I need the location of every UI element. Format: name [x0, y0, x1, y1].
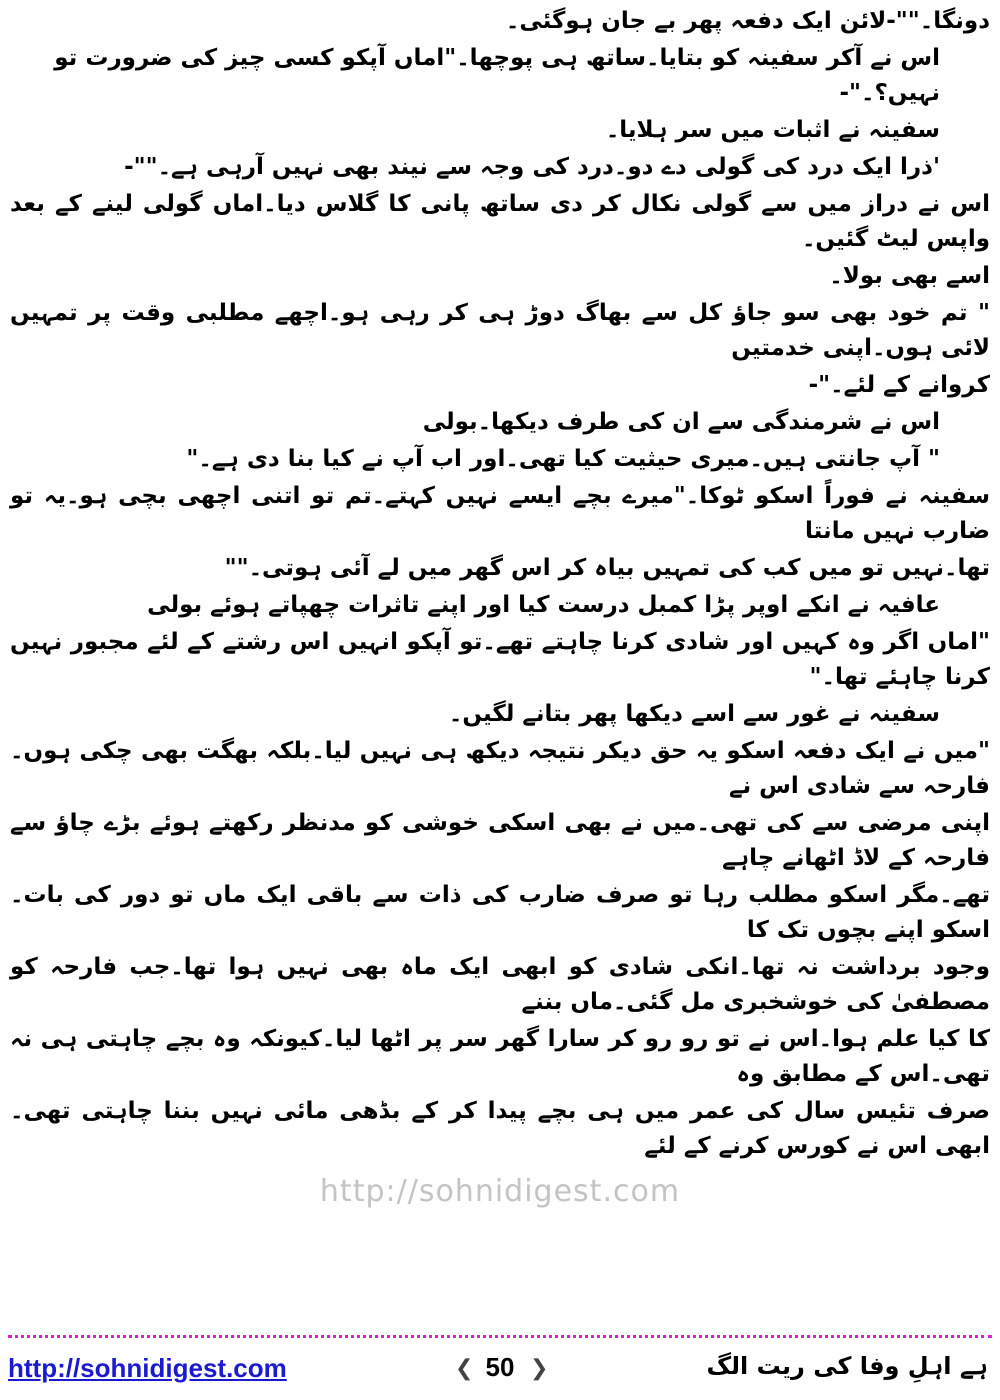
text-line: اس نے آکر سفینہ کو بتایا۔ساتھ ہی پوچھا۔"اماں آپکو کسی چیز کی ضرورت تو نہیں؟۔"- [54, 45, 940, 106]
text-line: تھا۔نہیں تو میں کب کی تمہیں بیاہ کر اس گھر میں لے آئی ہوتی۔"" [224, 555, 990, 581]
text-line: اس نے شرمندگی سے ان کی طرف دیکھا۔بولی [422, 409, 940, 435]
footer-website-link[interactable]: http://sohnidigest.com [8, 1353, 287, 1383]
text-line: "میں نے ایک دفعہ اسکو یہ حق دیکر نتیجہ دیکھ ہی نہیں لیا۔بلکہ بھگت بھی چکی ہوں۔فارحہ سے شادی اس نے [10, 738, 990, 799]
ornament-right-icon: ❯ [530, 1356, 549, 1381]
text-line: کا کیا علم ہوا۔اس نے تو رو رو کر سارا گھر سر پر اٹھا لیا۔کیونکہ وہ بچے چاہتی ہی نہ تھی۔اس کے مطابق وہ [10, 1026, 990, 1087]
text-line: 'ذرا ایک درد کی گولی دے دو۔درد کی وجہ سے نیند بھی نہیں آرہی ہے۔""- [124, 154, 940, 180]
text-line: عافیہ نے انکے اوپر پڑا کمبل درست کیا اور اپنے تاثرات چھپاتے ہوئے بولی [147, 592, 940, 618]
page-body [10, 4, 990, 1212]
text-line: "اماں اگر وہ کہیں اور شادی کرنا چاہتے تھے۔تو آپکو انہیں اس رشتے کے لئے مجبور نہیں کرنا چاہئے تھا۔" [10, 629, 990, 690]
text-line: صرف تئیس سال کی عمر میں ہی بچے پیدا کر کے بڈھی مائی نہیں بننا چاہتی تھی۔ابھی اس نے کورس کرنے کے لئے [10, 1098, 990, 1159]
footer-title: ہے اہلِ وفا کی ریت الگ [706, 1352, 988, 1380]
text-line: کروانے کے لئے۔"- [808, 372, 990, 398]
text-line: دونگا۔""-لائن ایک دفعہ پھر بے جان ہوگئی۔ [505, 8, 990, 34]
text-line: تھے۔مگر اسکو مطلب رہا تو صرف ضارب کی ذات سے باقی ایک ماں تو دور کی بات۔اسکو اپنے بچوں تک کا [10, 882, 990, 943]
text-line: " آپ جانتی ہیں۔میری حیثیت کیا تھی۔اور اب آپ نے کیا بنا دی ہے۔" [186, 446, 940, 472]
text-line: سفینہ نے فوراً اسکو ٹوکا۔"میرے بچے ایسے نہیں کہتے۔تم تو اتنی اچھی بچی ہو۔یہ تو ضارب نہیں مانتا [10, 483, 990, 544]
text-line: سفینہ نے اثبات میں سر ہلایا۔ [605, 117, 940, 143]
text-line: اسے بھی بولا۔ [829, 263, 990, 289]
text-line: سفینہ نے غور سے اسے دیکھا پھر بتانے لگیں۔ [448, 701, 940, 727]
ornament-left-icon: ❮ [455, 1356, 474, 1381]
text-line: وجود برداشت نہ تھا۔انکی شادی کو ابھی ایک ماہ بھی نہیں ہوا تھا۔جب فارحہ کو مصطفیٰ کی خوشخبری مل گئی۔ماں بننے [10, 954, 990, 1015]
text-line: " تم خود بھی سو جاؤ کل سے بھاگ دوڑ ہی کر رہی ہو۔اچھے مطلبی وقت پر تمہیں لائی ہوں۔اپنی خدمتیں [10, 300, 990, 361]
watermark: http://sohnidigest.com [319, 1174, 681, 1209]
text-line: اس نے دراز میں سے گولی نکال کر دی ساتھ پانی کا گلاس دیا۔اماں گولی لینے کے بعد واپس لیٹ گئیں۔ [10, 191, 990, 252]
footer-divider [8, 1335, 992, 1338]
text-line: اپنی مرضی سے کی تھی۔میں نے بھی اسکی خوشی کو مدنظر رکھتے ہوئے بڑے چاؤ سے فارحہ کے لاڈ اٹھانے چاہے [10, 810, 990, 871]
page-number: 50 [485, 1352, 515, 1382]
